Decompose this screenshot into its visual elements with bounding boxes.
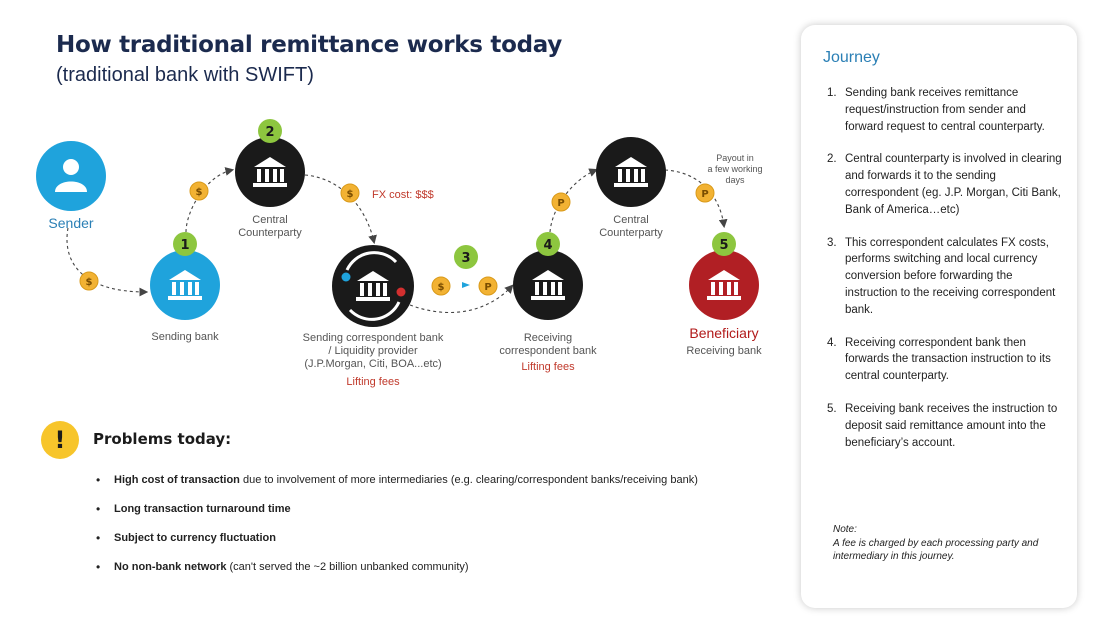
- svg-text:3: 3: [461, 251, 471, 266]
- receiving-bank-node: [689, 232, 759, 320]
- beneficiary-label: Beneficiary: [689, 325, 759, 341]
- central-counterparty-node-2: [596, 137, 666, 207]
- conversion-step: [454, 245, 478, 288]
- dollar-coin-icon: [341, 184, 359, 202]
- dollar-coin-icon: [190, 182, 208, 200]
- journey-step: 1. Sending bank receives remittance request/instruction from sender and forward request to central counterparty.: [827, 87, 1045, 133]
- connector-counterparty-to-sending-correspondent: [305, 175, 374, 242]
- sender-node: [36, 141, 106, 211]
- lifting-fees-label-2: Lifting fees: [521, 361, 575, 373]
- svg-text:5: 5: [719, 238, 729, 253]
- svg-text:P: P: [557, 198, 565, 209]
- dollar-coin-icon: [432, 277, 450, 295]
- receiving-correspondent-label: Receiving correspondent bank: [499, 332, 597, 357]
- red-dot: [397, 288, 406, 297]
- receiving-bank-label: Receiving bank: [686, 345, 762, 357]
- journey-step: 5. Receiving bank receives the instruction to deposit said remittance amount into the beneficiary’s account.: [827, 402, 1058, 449]
- svg-text:$: $: [195, 187, 203, 198]
- page-title: How traditional remittance works today: [56, 32, 562, 58]
- connector-sender-to-sending-bank: [67, 228, 146, 292]
- peso-coin-icon: [696, 184, 714, 202]
- central-counterparty-node-1: [235, 119, 305, 207]
- svg-text:4: 4: [543, 238, 553, 253]
- journey-panel: [801, 25, 1077, 608]
- page-subtitle: (traditional bank with SWIFT): [56, 64, 314, 86]
- peso-coin-icon: [479, 277, 497, 295]
- svg-text:P: P: [701, 189, 709, 200]
- sending-bank-node: [150, 232, 220, 320]
- journey-step: 3. This correspondent calculates FX costs, performs switching and local currency conversion before forwarding the instruction to the receiving correspondent bank.: [827, 236, 1056, 316]
- journey-title: Journey: [823, 49, 880, 66]
- payout-label: Payout in a few working days: [707, 153, 763, 185]
- conversion-arrow-icon: [462, 282, 470, 288]
- problems-list: [96, 474, 698, 590]
- sender-label: Sender: [48, 215, 94, 231]
- peso-coin-icon: [552, 193, 570, 211]
- sending-correspondent-node: [332, 245, 414, 327]
- journey-step: 4. Receiving correspondent bank then forwards the transaction instruction to its central counterparty.: [827, 336, 1051, 383]
- svg-text:$: $: [346, 189, 354, 200]
- central-counterparty-label-2: Central Counterparty: [599, 214, 663, 239]
- blue-dot: [342, 273, 351, 282]
- connector-sending-to-receiving-correspondent: [410, 286, 512, 313]
- problem-item: • High cost of transaction due to involvement of more intermediaries (e.g. clearing/correspondent banks/receiving bank): [96, 474, 698, 503]
- warning-icon: !: [41, 421, 79, 459]
- svg-text:$: $: [85, 277, 93, 288]
- sending-bank-label: Sending bank: [151, 331, 219, 343]
- problem-item: • No non-bank network (can't served the ~2 billion unbanked community): [96, 561, 698, 590]
- fx-cost-label: FX cost: $$$: [372, 189, 434, 201]
- central-counterparty-label-1: Central Counterparty: [238, 214, 302, 239]
- svg-text:$: $: [437, 282, 445, 293]
- dollar-coin-icon: [80, 272, 98, 290]
- journey-note: Note: A fee is charged by each processing party and intermediary in this journey.: [833, 524, 1039, 562]
- journey-step: 2. Central counterparty is involved in clearing and forwards it to the sending correspondent (eg. J.P. Morgan, Citi Bank, Bank of America…etc): [827, 153, 1062, 216]
- journey-steps: [827, 85, 1063, 467]
- problems-title: Problems today:: [93, 430, 232, 448]
- problem-item: • Subject to currency fluctuation: [96, 532, 698, 561]
- svg-text:2: 2: [265, 125, 275, 140]
- receiving-correspondent-node: [513, 232, 583, 320]
- svg-text:P: P: [484, 282, 492, 293]
- svg-text:1: 1: [180, 238, 190, 253]
- sending-correspondent-label: Sending correspondent bank / Liquidity provider (J.P.Morgan, Citi, BOA...etc): [302, 332, 444, 370]
- problem-item: • Long transaction turnaround time: [96, 503, 698, 532]
- lifting-fees-label-1: Lifting fees: [346, 376, 400, 388]
